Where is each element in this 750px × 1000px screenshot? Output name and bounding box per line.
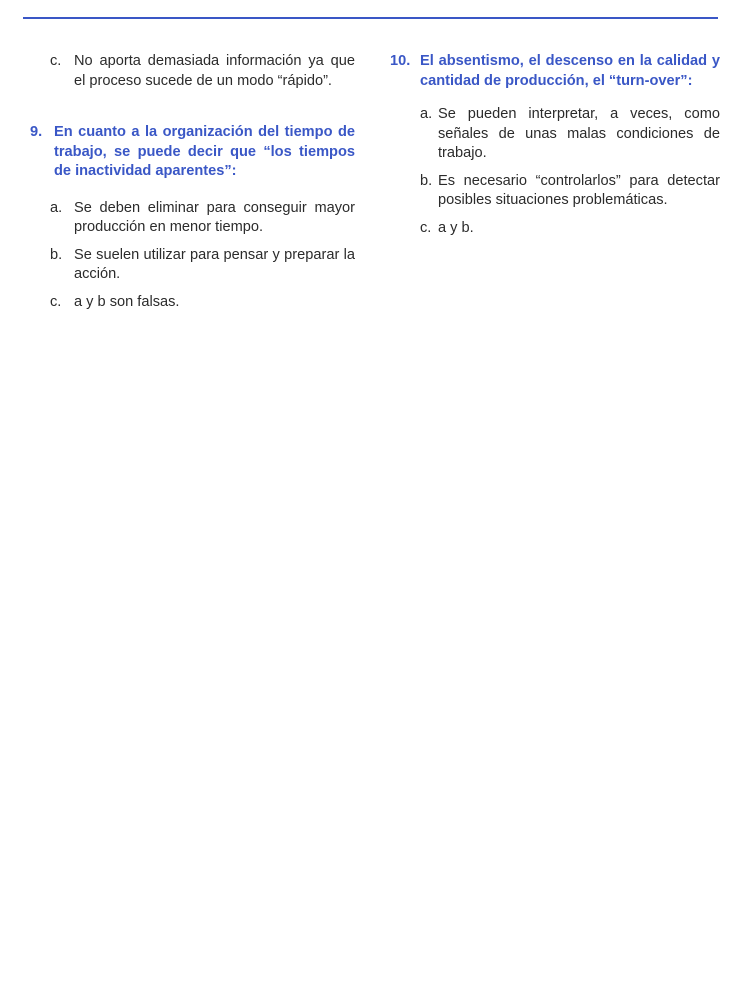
answer-text: Es necesario “controlarlos” para detectar posibles situaciones problemáticas. — [438, 172, 720, 208]
answer-letter: b. — [420, 172, 433, 189]
answer-text: a y b son falsas. — [74, 293, 180, 310]
answer-letter: a. — [50, 199, 63, 216]
answer-letter: b. — [50, 246, 63, 263]
answer-9a — [30, 199, 355, 238]
right-column — [390, 52, 720, 238]
answer-text: Se deben eliminar para conseguir mayor producción en menor tiempo. — [74, 199, 355, 235]
answer-8c — [30, 52, 355, 91]
answer-letter: c. — [420, 219, 432, 236]
answer-text: Se suelen utilizar para pensar y preparar la acción. — [74, 246, 355, 282]
answer-text: a y b. — [438, 219, 474, 236]
answer-10b — [390, 172, 720, 211]
answer-9c — [30, 293, 355, 313]
question-text: En cuanto a la organización del tiempo de trabajo, se puede decir que “los tiempos de inactividad aparentes”: — [54, 124, 355, 179]
answer-10a — [390, 105, 720, 164]
question-text: El absentismo, el descenso en la calidad y cantidad de producción, el “turn-over”: — [420, 53, 720, 89]
question-number: 10. — [390, 53, 411, 69]
answer-text: No aporta demasiada información ya que el proceso sucede de un modo “rápido”. — [74, 53, 355, 89]
answer-9b — [30, 246, 355, 285]
header-rule — [23, 17, 718, 19]
answer-letter: a. — [420, 106, 433, 122]
question-number: 9. — [30, 124, 43, 140]
answer-letter: c. — [50, 293, 62, 310]
question-9 — [30, 123, 355, 182]
answer-10c — [390, 219, 720, 239]
answer-text: Se pueden interpretar, a veces, como señales de unas malas condiciones de trabajo. — [438, 106, 720, 161]
answer-letter: c. — [50, 53, 62, 69]
left-column — [30, 52, 355, 312]
question-10 — [390, 52, 720, 91]
